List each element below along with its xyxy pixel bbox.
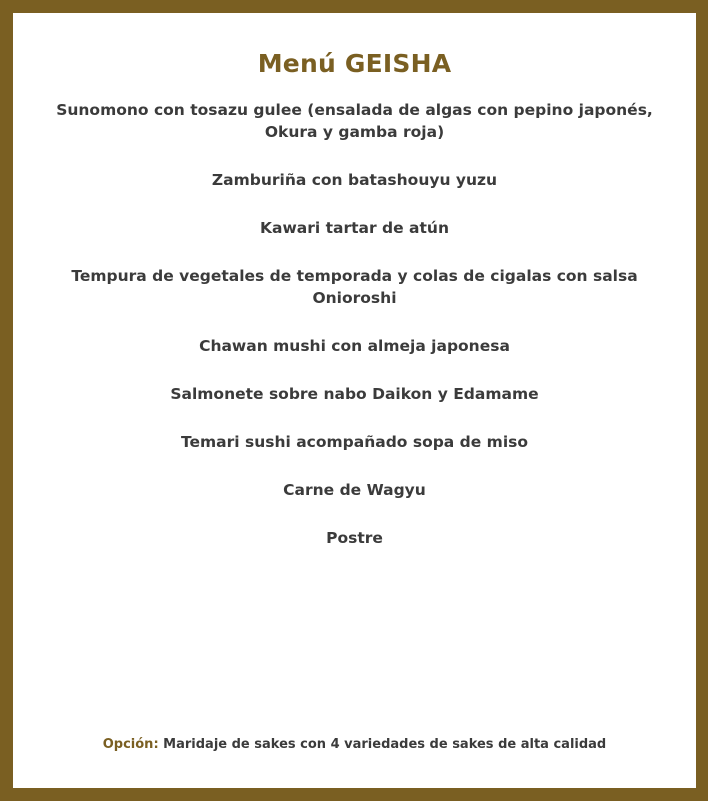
option-text: Maridaje de sakes con 4 variedades de sakes de alta calidad bbox=[158, 737, 607, 752]
dish-item: Zamburiña con batashouyu yuzu bbox=[211, 171, 498, 189]
dish-item: Chawan mushi con almeja japonesa bbox=[199, 337, 510, 355]
menu-card bbox=[13, 13, 696, 788]
pairing-option bbox=[13, 737, 696, 752]
dish-list bbox=[33, 99, 676, 575]
option-label: Opción: bbox=[102, 737, 159, 752]
menu-title: Menú GEISHA bbox=[257, 49, 452, 78]
dish-item: Temari sushi acompañado sopa de miso bbox=[180, 433, 529, 451]
dish-item: Tempura de vegetales de temporada y colas de cigalas con salsa Onioroshi bbox=[71, 267, 638, 307]
dish-item: Postre bbox=[326, 529, 383, 547]
dish-item: Carne de Wagyu bbox=[283, 481, 426, 499]
dish-item: Sunomono con tosazu gulee (ensalada de algas con pepino japonés, Okura y gamba roja) bbox=[56, 101, 653, 141]
dish-item: Kawari tartar de atún bbox=[260, 219, 449, 237]
dish-item: Salmonete sobre nabo Daikon y Edamame bbox=[170, 385, 539, 403]
